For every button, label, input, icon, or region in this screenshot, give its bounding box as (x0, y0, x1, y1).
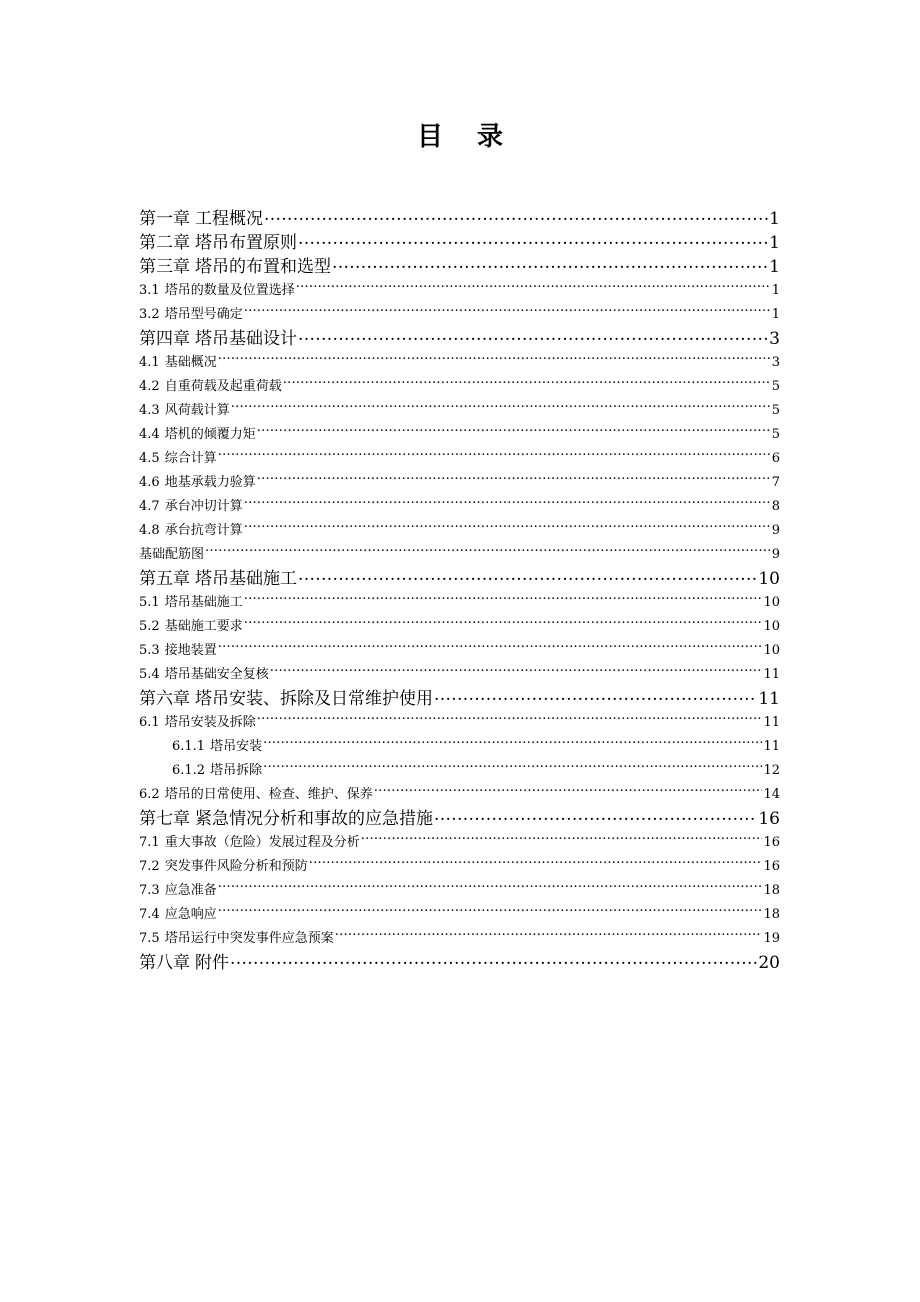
toc-entry-title: 自重荷载及起重荷载 (164, 379, 282, 394)
toc-dot-leader (374, 785, 763, 798)
toc-section-entry[interactable] (139, 591, 780, 615)
toc-entry-number: 第二章 (139, 233, 190, 253)
toc-page-number: 10 (763, 595, 780, 610)
toc-entry-title: 应急响应 (164, 907, 217, 922)
toc-page-number: 6 (771, 451, 780, 466)
toc-entry-label (139, 687, 433, 711)
toc-entry-label (139, 903, 217, 927)
toc-entry-title: 塔吊的数量及位置选择 (164, 283, 295, 298)
toc-entry-title: 塔吊的日常使用、检查、维护、保养 (164, 787, 373, 802)
toc-entry-label (139, 399, 230, 423)
toc-dot-leader (218, 641, 763, 654)
toc-dot-leader (263, 737, 762, 750)
toc-entry-label (139, 615, 243, 639)
toc-entry-number: 3.1 (139, 283, 160, 298)
toc-entry-number: 7.4 (139, 907, 160, 922)
toc-entry-label (139, 207, 263, 231)
toc-page-number: 11 (763, 715, 780, 730)
table-of-contents (139, 207, 780, 975)
toc-entry-title: 基础配筋图 (139, 547, 205, 562)
toc-entry-label (139, 831, 360, 855)
toc-page-number: 1 (771, 307, 780, 322)
toc-section-entry[interactable] (139, 783, 780, 807)
toc-entry-title: 紧急情况分析和事故的应急措施 (195, 809, 433, 829)
toc-entry-title: 塔吊型号确定 (164, 307, 243, 322)
toc-section-entry[interactable] (139, 519, 780, 543)
toc-entry-number: 第六章 (139, 689, 190, 709)
toc-dot-leader (263, 761, 762, 774)
toc-section-entry[interactable] (139, 855, 780, 879)
toc-entry-number: 第七章 (139, 809, 190, 829)
toc-entry-title: 基础施工要求 (164, 619, 243, 634)
toc-entry-title: 塔吊布置原则 (195, 233, 297, 253)
toc-page-number: 8 (771, 499, 780, 514)
toc-entry-title: 工程概况 (195, 209, 263, 229)
toc-section-entry[interactable] (139, 423, 780, 447)
toc-entry-number: 6.2 (139, 787, 160, 802)
toc-entry-number: 4.6 (139, 475, 160, 490)
toc-entry-title: 地基承载力验算 (164, 475, 256, 490)
toc-page-number: 19 (763, 931, 780, 946)
toc-page-number: 5 (771, 379, 780, 394)
toc-entry-number: 5.2 (139, 619, 160, 634)
toc-entry-label (139, 543, 204, 567)
toc-dot-leader (218, 905, 763, 918)
toc-dot-leader (309, 857, 763, 870)
toc-page-number: 11 (763, 667, 780, 682)
toc-entry-number: 6.1 (139, 715, 160, 730)
toc-section-entry[interactable] (139, 927, 780, 951)
toc-entry-number: 7.5 (139, 931, 160, 946)
toc-entry-label (139, 279, 295, 303)
toc-page-number: 20 (758, 953, 780, 973)
toc-entry-label (139, 519, 243, 543)
toc-entry-title: 附件 (195, 953, 229, 973)
toc-dot-leader (270, 665, 763, 678)
toc-entry-number: 5.4 (139, 667, 160, 682)
toc-entry-title: 塔吊基础设计 (195, 329, 297, 349)
toc-entry-label (139, 855, 308, 879)
toc-entry-number: 4.3 (139, 403, 160, 418)
toc-dot-leader (298, 231, 768, 248)
toc-entry-title: 接地装置 (164, 643, 217, 658)
toc-entry-title: 承台抗弯计算 (164, 523, 243, 538)
toc-entry-title: 塔吊基础施工 (195, 569, 297, 589)
toc-page-number: 5 (771, 427, 780, 442)
toc-dot-leader (218, 449, 771, 462)
toc-page-number: 9 (771, 547, 780, 562)
toc-page-number: 3 (769, 329, 780, 349)
toc-page-number: 3 (771, 355, 780, 370)
toc-section-entry[interactable] (139, 543, 780, 567)
toc-entry-number: 7.3 (139, 883, 160, 898)
toc-section-entry[interactable] (139, 351, 780, 375)
toc-entry-label (139, 375, 282, 399)
toc-entry-label (139, 927, 334, 951)
toc-dot-leader (257, 473, 771, 486)
toc-entry-label (139, 303, 243, 327)
toc-entry-label (139, 783, 373, 807)
toc-dot-leader (335, 929, 763, 942)
toc-page-number: 16 (763, 835, 780, 850)
toc-entry-number: 第三章 (139, 257, 190, 277)
toc-page-number: 11 (758, 689, 780, 709)
toc-entry-label (139, 423, 256, 447)
toc-entry-number: 4.2 (139, 379, 160, 394)
toc-entry-label (139, 255, 331, 279)
toc-chapter-entry[interactable] (139, 207, 780, 231)
toc-page-number: 1 (769, 233, 780, 253)
toc-entry-label (139, 663, 269, 687)
toc-section-entry[interactable] (139, 639, 780, 663)
toc-entry-label (139, 471, 256, 495)
toc-entry-number: 5.1 (139, 595, 160, 610)
toc-entry-number: 4.8 (139, 523, 160, 538)
toc-dot-leader (244, 521, 771, 534)
toc-entry-number: 4.7 (139, 499, 160, 514)
toc-entry-label (139, 495, 243, 519)
toc-dot-leader (296, 281, 771, 294)
toc-subsection-entry[interactable] (139, 759, 780, 783)
toc-entry-number: 3.2 (139, 307, 160, 322)
toc-entry-title: 综合计算 (164, 451, 217, 466)
toc-chapter-entry[interactable] (139, 255, 780, 279)
toc-subsection-entry[interactable] (139, 735, 780, 759)
toc-dot-leader (205, 545, 771, 558)
toc-section-entry[interactable] (139, 471, 780, 495)
toc-entry-label (139, 327, 297, 351)
toc-section-entry[interactable] (139, 279, 780, 303)
toc-dot-leader (434, 687, 757, 704)
toc-dot-leader (332, 255, 768, 272)
toc-dot-leader (231, 401, 771, 414)
toc-entry-label (139, 591, 243, 615)
toc-dot-leader (298, 567, 757, 584)
toc-entry-number: 7.2 (139, 859, 160, 874)
toc-dot-leader (257, 713, 763, 726)
toc-entry-label (139, 567, 297, 591)
toc-section-entry[interactable] (139, 375, 780, 399)
toc-entry-label (139, 879, 217, 903)
toc-entry-label (139, 231, 297, 255)
toc-dot-leader (218, 353, 771, 366)
toc-chapter-entry[interactable] (139, 687, 780, 711)
toc-entry-label (139, 351, 217, 375)
toc-entry-title: 塔吊基础施工 (164, 595, 243, 610)
toc-entry-label (139, 807, 433, 831)
toc-entry-number: 4.5 (139, 451, 160, 466)
page-title-right: 录 (477, 122, 504, 152)
toc-page-number: 5 (771, 403, 780, 418)
toc-entry-title: 突发事件风险分析和预防 (164, 859, 308, 874)
toc-entry-number: 第八章 (139, 953, 190, 973)
toc-page-number: 16 (763, 859, 780, 874)
toc-entry-title: 塔吊拆除 (210, 763, 263, 778)
toc-entry-title: 塔吊的布置和选型 (195, 257, 331, 277)
toc-entry-label (139, 639, 217, 663)
toc-section-entry[interactable] (139, 831, 780, 855)
toc-entry-label (139, 711, 256, 735)
toc-entry-label (172, 735, 262, 759)
toc-dot-leader (244, 593, 763, 606)
toc-page-number: 11 (763, 739, 780, 754)
toc-page-number: 12 (763, 763, 780, 778)
page-title (0, 117, 920, 157)
toc-chapter-entry[interactable] (139, 231, 780, 255)
toc-page-number: 10 (763, 619, 780, 634)
toc-dot-leader (283, 377, 771, 390)
toc-section-entry[interactable] (139, 663, 780, 687)
toc-page-number: 7 (771, 475, 780, 490)
toc-page-number: 10 (758, 569, 780, 589)
toc-section-entry[interactable] (139, 879, 780, 903)
toc-entry-label (172, 759, 262, 783)
toc-entry-label (139, 951, 229, 975)
toc-page-number: 16 (758, 809, 780, 829)
toc-dot-leader (264, 207, 768, 224)
toc-dot-leader (218, 881, 763, 894)
toc-page-number: 1 (771, 283, 780, 298)
toc-entry-title: 应急准备 (164, 883, 217, 898)
toc-section-entry[interactable] (139, 495, 780, 519)
toc-entry-title: 塔吊安装 (210, 739, 263, 754)
toc-entry-title: 塔吊安装、拆除及日常维护使用 (195, 689, 433, 709)
toc-dot-leader (230, 951, 757, 968)
toc-page-number: 1 (769, 257, 780, 277)
toc-section-entry[interactable] (139, 903, 780, 927)
toc-dot-leader (257, 425, 771, 438)
toc-section-entry[interactable] (139, 615, 780, 639)
toc-entry-number: 6.1.1 (172, 739, 206, 754)
toc-entry-title: 基础概况 (164, 355, 217, 370)
toc-dot-leader (298, 327, 768, 344)
toc-entry-title: 承台冲切计算 (164, 499, 243, 514)
toc-chapter-entry[interactable] (139, 951, 780, 975)
toc-dot-leader (434, 807, 757, 824)
toc-section-entry[interactable] (139, 447, 780, 471)
toc-section-entry[interactable] (139, 399, 780, 423)
toc-section-entry[interactable] (139, 711, 780, 735)
toc-entry-number: 5.3 (139, 643, 160, 658)
toc-page-number: 9 (771, 523, 780, 538)
toc-entry-number: 第四章 (139, 329, 190, 349)
toc-entry-title: 塔机的倾覆力矩 (164, 427, 256, 442)
page-title-left: 目 (416, 122, 443, 152)
toc-page-number: 18 (763, 883, 780, 898)
toc-dot-leader (361, 833, 763, 846)
toc-entry-title: 重大事故（危险）发展过程及分析 (164, 835, 360, 850)
toc-entry-number: 第五章 (139, 569, 190, 589)
toc-chapter-entry[interactable] (139, 567, 780, 591)
toc-chapter-entry[interactable] (139, 327, 780, 351)
toc-page-number: 18 (763, 907, 780, 922)
toc-page-number: 10 (763, 643, 780, 658)
toc-entry-title: 风荷载计算 (164, 403, 230, 418)
toc-page-number: 1 (769, 209, 780, 229)
toc-page-number: 14 (763, 787, 780, 802)
toc-dot-leader (244, 617, 763, 630)
toc-entry-label (139, 447, 217, 471)
toc-entry-number: 4.4 (139, 427, 160, 442)
toc-entry-number: 6.1.2 (172, 763, 206, 778)
toc-entry-number: 4.1 (139, 355, 160, 370)
toc-dot-leader (244, 497, 771, 510)
toc-entry-number: 7.1 (139, 835, 160, 850)
toc-entry-number: 第一章 (139, 209, 190, 229)
toc-dot-leader (244, 305, 771, 318)
toc-section-entry[interactable] (139, 303, 780, 327)
toc-entry-title: 塔吊运行中突发事件应急预案 (164, 931, 334, 946)
toc-entry-title: 塔吊基础安全复核 (164, 667, 269, 682)
toc-entry-title: 塔吊安装及拆除 (164, 715, 256, 730)
toc-chapter-entry[interactable] (139, 807, 780, 831)
